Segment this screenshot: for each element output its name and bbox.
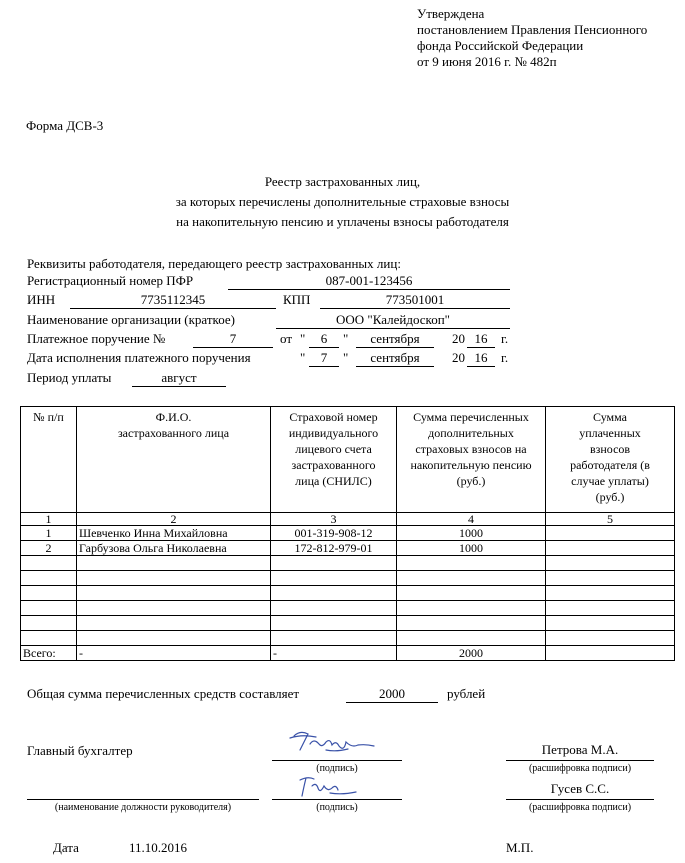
stamp-label: М.П. <box>506 840 534 855</box>
table-row <box>21 526 675 541</box>
kpp-label: КПП <box>283 292 311 307</box>
payment-month[interactable]: сентября <box>356 331 434 348</box>
row-name[interactable]: Шевченко Инна Михайловна <box>77 526 271 541</box>
table-row-empty <box>21 631 675 646</box>
total-sentence-value[interactable]: 2000 <box>346 686 438 703</box>
total-employer-sum <box>546 646 675 661</box>
accountant-name[interactable]: Петрова М.А. <box>541 742 619 757</box>
approval-line-4: от 9 июня 2016 г. № 482п <box>417 54 557 69</box>
row-employer-sum[interactable] <box>546 541 675 556</box>
inn-label: ИНН <box>27 292 56 307</box>
payment-year-prefix: 20 <box>452 331 465 346</box>
head-decoding-caption: (расшифровка подписи) <box>528 802 632 813</box>
table-row-empty <box>21 586 675 601</box>
table-row-empty <box>21 616 675 631</box>
head-signature-image <box>294 774 360 800</box>
col-header-employer-sum: Сумма уплаченных взносов работодателя (в случае уплаты) (руб.) <box>546 407 675 513</box>
head-signature-line <box>272 799 402 800</box>
row-number: 2 <box>21 541 77 556</box>
employer-heading: Реквизиты работодателя, передающего реестр застрахованных лиц: <box>27 256 401 271</box>
col-header-snils: Страховой номер индивидуального лицевого счета застрахованного лица (СНИЛС) <box>271 407 397 513</box>
execution-year-label: г. <box>501 350 509 365</box>
title-line-3: на накопительную пенсию и уплачены взносы работодателя <box>176 214 509 229</box>
date-label: Дата <box>53 840 79 855</box>
table-total-row <box>21 646 675 661</box>
reg-number-label: Регистрационный номер ПФР <box>27 273 194 288</box>
col-header-number: № п/п <box>21 407 77 513</box>
quote-close-2: " <box>343 350 349 365</box>
row-sum[interactable]: 1000 <box>397 526 546 541</box>
payment-from-label: от <box>280 331 293 346</box>
col-header-name: Ф.И.О. застрахованного лица <box>77 407 271 513</box>
payment-order-label: Платежное поручение № <box>27 331 166 346</box>
quote-open-2: " <box>300 350 306 365</box>
column-number-row <box>21 513 675 526</box>
total-sentence-label: Общая сумма перечисленных средств составляет <box>27 686 300 701</box>
table-row-empty <box>21 556 675 571</box>
org-name-field[interactable]: ООО "Калейдоскоп" <box>276 312 510 329</box>
row-snils[interactable]: 172-812-979-01 <box>271 541 397 556</box>
payment-day[interactable]: 6 <box>309 331 339 348</box>
approval-line-3: фонда Российской Федерации <box>417 38 584 53</box>
date-value[interactable]: 11.10.2016 <box>129 840 188 855</box>
table-row-empty <box>21 571 675 586</box>
title-line-1: Реестр застрахованных лиц, <box>264 174 421 189</box>
period-field[interactable]: август <box>132 370 226 387</box>
quote-open: " <box>300 331 306 346</box>
row-snils[interactable]: 001-319-908-12 <box>271 526 397 541</box>
total-name: - <box>77 646 271 661</box>
execution-month[interactable]: сентября <box>356 350 434 367</box>
total-snils: - <box>271 646 397 661</box>
table-row-empty <box>21 601 675 616</box>
col-header-sum: Сумма перечисленных дополнительных страховых взносов на накопительную пенсию (руб.) <box>397 407 546 513</box>
column-number: 4 <box>397 513 546 526</box>
total-sum: 2000 <box>397 646 546 661</box>
head-position-line <box>27 799 259 800</box>
execution-date-label: Дата исполнения платежного поручения <box>27 350 251 365</box>
register-table <box>20 406 675 661</box>
chief-accountant-label: Главный бухгалтер <box>27 743 133 758</box>
table-row <box>21 541 675 556</box>
total-sentence-unit: рублей <box>447 686 486 701</box>
decoding-caption: (расшифровка подписи) <box>528 763 632 774</box>
title-line-2: за которых перечислены дополнительные страховые взносы <box>175 194 510 209</box>
head-name[interactable]: Гусев С.С. <box>550 781 610 796</box>
decoding-line <box>506 760 654 761</box>
approval-line-2: постановлением Правления Пенсионного <box>417 22 648 37</box>
signature-caption: (подпись) <box>316 763 358 774</box>
form-code: Форма ДСВ-3 <box>26 118 104 133</box>
payment-year-suffix[interactable]: 16 <box>467 331 495 348</box>
row-employer-sum[interactable] <box>546 526 675 541</box>
inn-field[interactable]: 7735112345 <box>70 292 276 309</box>
payment-order-number[interactable]: 7 <box>193 331 273 348</box>
approval-line-1: Утверждена <box>417 6 485 21</box>
column-number: 3 <box>271 513 397 526</box>
row-name[interactable]: Гарбузова Ольга Николаевна <box>77 541 271 556</box>
accountant-signature-image <box>286 728 378 758</box>
execution-year-suffix[interactable]: 16 <box>467 350 495 367</box>
column-number: 1 <box>21 513 77 526</box>
column-number: 5 <box>546 513 675 526</box>
head-signature-caption: (подпись) <box>316 802 358 813</box>
head-position-caption: (наименование должности руководителя) <box>54 802 232 813</box>
org-name-label: Наименование организации (краткое) <box>27 312 235 327</box>
table-header-row <box>21 407 675 513</box>
period-label: Период уплаты <box>27 370 112 385</box>
row-sum[interactable]: 1000 <box>397 541 546 556</box>
head-decoding-line <box>506 799 654 800</box>
quote-close: " <box>343 331 349 346</box>
execution-year-prefix: 20 <box>452 350 465 365</box>
execution-day[interactable]: 7 <box>309 350 339 367</box>
signature-line <box>272 760 402 761</box>
reg-number-field[interactable]: 087-001-123456 <box>228 273 510 290</box>
payment-year-label: г. <box>501 331 509 346</box>
kpp-field[interactable]: 773501001 <box>320 292 510 309</box>
column-number: 2 <box>77 513 271 526</box>
total-label: Всего: <box>21 646 77 661</box>
row-number: 1 <box>21 526 77 541</box>
